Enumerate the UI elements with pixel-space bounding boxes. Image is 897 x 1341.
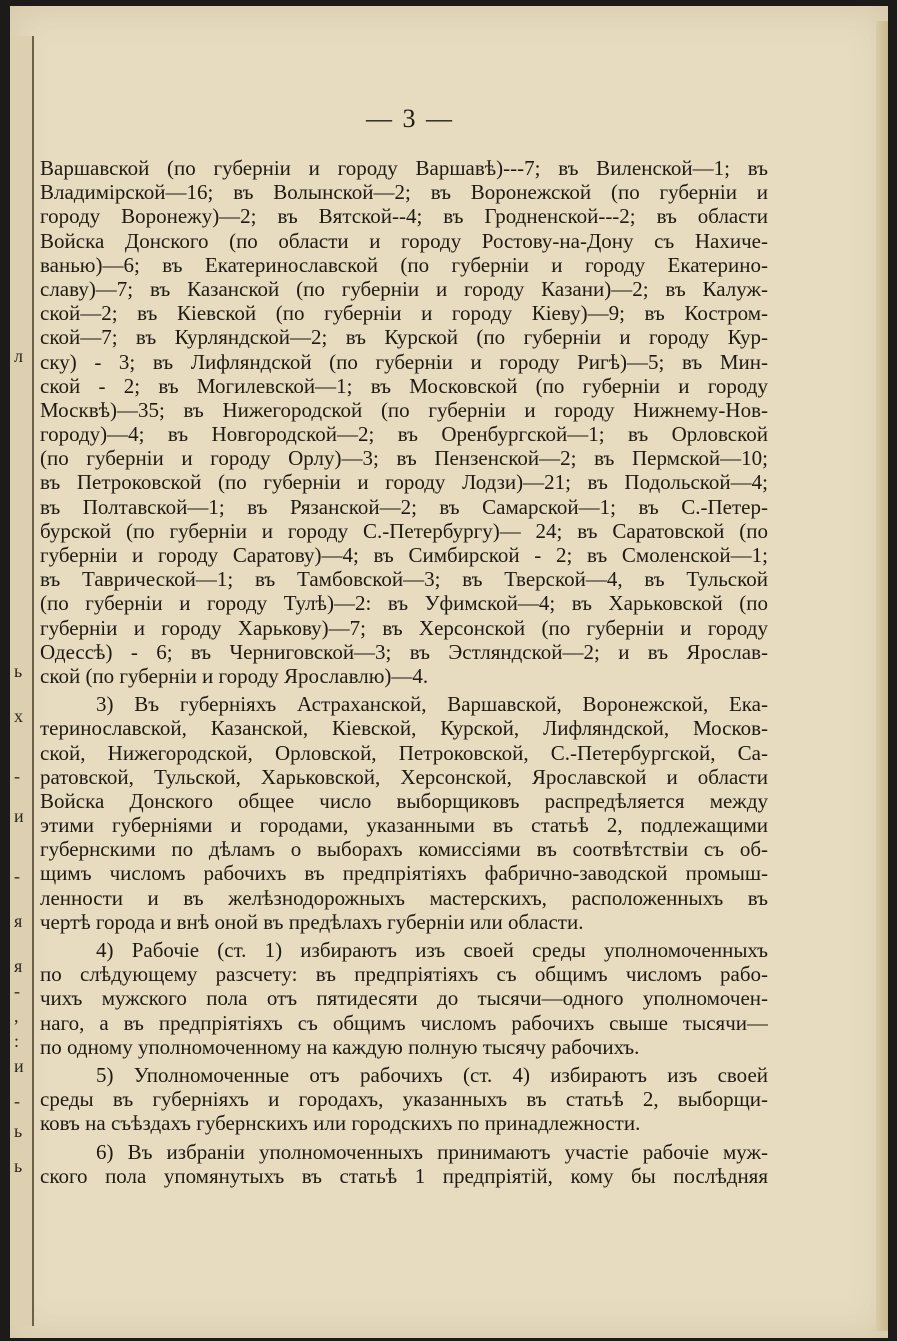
body-text: [40, 156, 768, 1188]
text-line: ской - 2; въ Могилевской—1; въ Московской (по губерніи и городу: [40, 373, 768, 398]
text-line: Варшавской (по губерніи и городу Варшавѣ)---7; въ Виленской—1; въ: [40, 156, 768, 180]
text-line: по слѣдующему разсчету: въ предпріятіяхъ съ общимъ числомъ рабо-: [40, 962, 768, 987]
previous-page-fragment: я: [14, 911, 23, 931]
text-line: по одному уполномоченному на каждую полную тысячу рабочихъ.: [40, 1034, 640, 1059]
text-line: Владимірской—16; въ Волынской—2; въ Воронежской (по губерніи и: [40, 180, 768, 205]
previous-page-fragment: и: [14, 1056, 24, 1076]
text-line: Москвѣ)—35; въ Нижегородской (по губерніи и городу Нижнему-Нов-: [40, 397, 768, 422]
page-number: — 3 —: [366, 104, 454, 133]
text-line: ского пола упомянутыхъ въ статьѣ 1 предпріятій, кому бы послѣдняя: [40, 1163, 768, 1188]
text-line: наго, а въ предпріятіяхъ съ общимъ числомъ рабочихъ свыше тысячи—: [40, 1010, 768, 1035]
previous-page-fragment: ь: [14, 1121, 23, 1141]
text-line: Одессѣ) - 6; въ Черниговской—3; въ Эстляндской—2; и въ Ярослав-: [40, 639, 768, 664]
text-line: городу)—4; въ Новгородской—2; въ Оренбургской—1; въ Орловской: [40, 422, 768, 447]
text-line: губерніи и городу Саратову)—4; въ Симбирской - 2; въ Смоленской—1;: [40, 543, 768, 567]
document-page: [10, 6, 888, 1338]
previous-page-fragment: -: [14, 866, 20, 886]
text-line: 3) Въ губерніяхъ Астраханской, Варшавской, Воронежской, Ека-: [96, 692, 768, 717]
paragraph: [40, 1063, 768, 1136]
previous-page-fragment: ,: [14, 1006, 19, 1026]
text-line: (по губерніи и городу Орлу)—3; въ Пензенской—2; въ Пермской—10;: [40, 446, 768, 471]
previous-page-fragment: ь: [14, 661, 23, 681]
text-line: ковъ на съѣздахъ губернскихъ или городскихъ по принадлежности.: [40, 1111, 641, 1136]
text-line: ской—7; въ Курляндской—2; въ Курской (по губерніи и городу Кур-: [40, 325, 768, 350]
paragraph: [40, 938, 768, 1059]
page-stack-edge: [876, 21, 888, 1331]
text-line: бурской (по губерніи и городу С.-Петербургу)— 24; въ Саратовской (по: [40, 518, 768, 543]
paragraph-continued: [40, 156, 768, 688]
text-line: 5) Уполномоченные отъ рабочихъ (ст. 4) избираютъ изъ своей: [96, 1062, 768, 1087]
previous-page-fragment: и: [14, 806, 24, 826]
text-line: въ Петроковской (по губерніи и городу Лодзи)—21; въ Подольской—4;: [40, 470, 768, 495]
text-line: этими губерніями и городами, указанными въ статьѣ 2, подлежащими: [40, 813, 768, 838]
text-line: ску) - 3; въ Лифляндской (по губерніи и городу Ригѣ)—5; въ Мин-: [40, 349, 768, 374]
text-line: теринославской, Казанской, Кіевской, Курской, Лифляндской, Москов-: [40, 716, 768, 741]
text-line: чертѣ города и внѣ оной въ предѣлахъ губерніи или области.: [40, 909, 584, 934]
text-line: ской (по губерніи и городу Ярославлю)—4.: [40, 663, 429, 688]
previous-page-fragment: л: [14, 346, 23, 366]
text-line: губерніи и городу Харькову)—7; въ Херсонской (по губерніи и городу: [40, 615, 768, 640]
text-line: въ Полтавской—1; въ Рязанской—2; въ Самарской—1; въ С.-Петер-: [40, 494, 768, 519]
previous-page-edge: [10, 36, 34, 1326]
text-line: ратовской, Тульской, Харьковской, Херсонской, Ярославской и области: [40, 764, 768, 789]
previous-page-fragment: -: [14, 1091, 20, 1111]
previous-page-fragment: -: [14, 981, 20, 1001]
text-line: ской, Нижегородской, Орловской, Петроковской, С.-Петербургской, Са-: [40, 740, 768, 765]
text-line: чихъ мужского пола отъ пятидесяти до тысячи—одного уполномочен-: [40, 986, 768, 1011]
text-line: Войска Донского общее число выборщиковъ распредѣляется между: [40, 788, 768, 813]
text-line: 4) Рабочіе (ст. 1) избираютъ изъ своей среды уполномоченныхъ: [96, 938, 768, 962]
text-line: въ Таврической—1; въ Тамбовской—3; въ Тверской—4, въ Тульской: [40, 567, 768, 592]
paragraph: [40, 692, 768, 934]
previous-page-fragment: я: [14, 956, 23, 976]
text-line: щимъ числомъ рабочихъ въ предпріятіяхъ фабрично-заводской промыш-: [40, 861, 768, 886]
text-line: (по губерніи и городу Тулѣ)—2: въ Уфимской—4; въ Харьковской (по: [40, 591, 768, 616]
text-line: среды въ губерніяхъ и городахъ, указанныхъ въ статьѣ 2, выборщи-: [40, 1087, 768, 1112]
previous-page-fragment: :: [14, 1031, 20, 1051]
previous-page-fragment: ь: [14, 1156, 23, 1176]
text-line: городу Воронежу)—2; въ Вятской--4; въ Гродненской---2; въ области: [40, 204, 768, 229]
previous-page-fragment: -: [14, 766, 20, 786]
text-line: ленности и въ желѣзнодорожныхъ мастерскихъ, расположенныхъ въ: [40, 885, 768, 910]
text-line: 6) Въ избраніи уполномоченныхъ принимаютъ участіе рабочіе муж-: [96, 1139, 768, 1164]
text-line: ванью)—6; въ Екатеринославской (по губерніи и городу Екатерино-: [40, 252, 768, 277]
text-line: ской—2; въ Кіевской (по губерніи и городу Кіеву)—9; въ Костром-: [40, 301, 768, 326]
paragraph: [40, 1140, 768, 1188]
text-line: губернскими по дѣламъ о выборахъ комиссіями въ соотвѣтствіи съ об-: [40, 837, 768, 862]
previous-page-fragment: х: [14, 706, 23, 726]
text-line: Войска Донского (по области и городу Ростову-на-Дону съ Нахиче-: [40, 228, 768, 253]
text-line: славу)—7; въ Казанской (по губерніи и городу Казани)—2; въ Калуж-: [40, 276, 768, 301]
